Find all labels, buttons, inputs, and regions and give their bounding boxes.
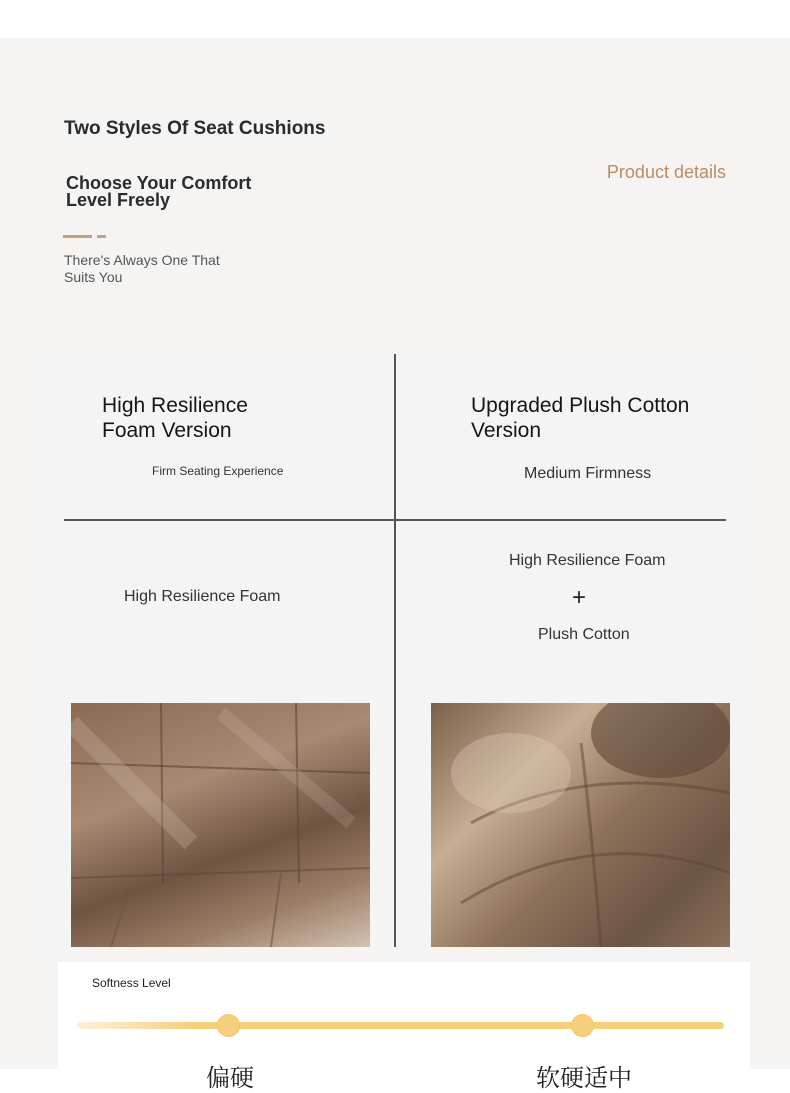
firm-cushion-photo [71,703,370,947]
section-tagline: There's Always One That Suits You [64,252,220,285]
section-title: Two Styles Of Seat Cushions [64,118,326,139]
right-version-subtitle: Medium Firmness [524,465,652,482]
plush-cushion-photo [431,703,730,947]
section-subtitle: Choose Your Comfort Level Freely [66,173,252,210]
plush-cushion-illustration [431,703,730,947]
left-version-title: High Resilience Foam Version [102,394,248,442]
softness-level-left: 偏硬 [206,1065,254,1092]
right-version-title: Upgraded Plush Cotton Version [471,394,690,442]
left-material: High Resilience Foam [124,588,281,605]
softness-label: Softness Level [92,976,171,990]
accent-dash-long [63,235,92,238]
accent-dash-short [97,235,106,238]
softness-level-right: 软硬适中 [536,1065,632,1092]
plus-icon: + [572,584,587,611]
top-bar [0,0,790,38]
horizontal-divider [64,519,726,521]
softness-marker-right [571,1014,594,1037]
vertical-divider [394,354,396,947]
product-details-link[interactable]: Product details [606,162,726,182]
firm-cushion-illustration [71,703,370,947]
softness-track [77,1022,724,1029]
right-material-1: High Resilience Foam [509,552,666,569]
left-version-subtitle: Firm Seating Experience [152,464,284,478]
softness-marker-left [217,1014,240,1037]
right-material-2: Plush Cotton [538,626,630,643]
